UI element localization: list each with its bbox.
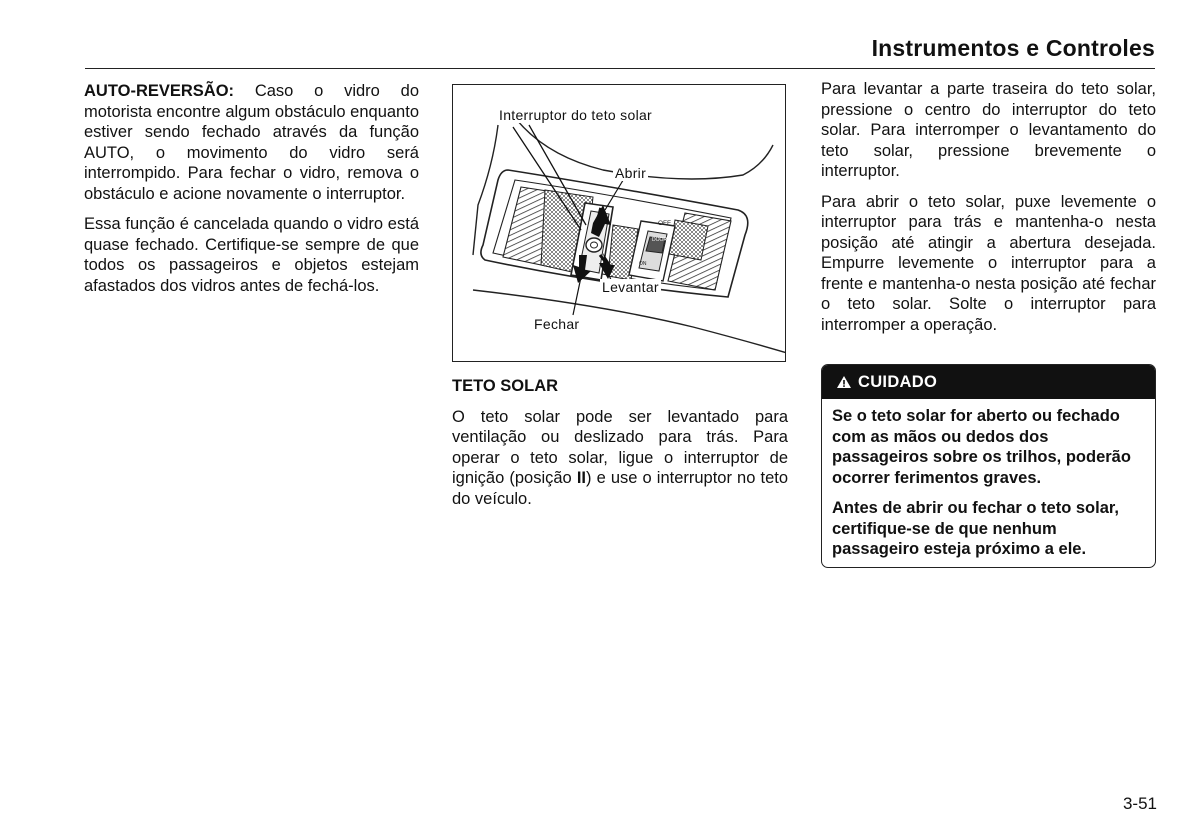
section-heading-sunroof: TETO SOLAR: [452, 377, 559, 395]
caution-header: [822, 365, 1155, 399]
caution-box: [821, 364, 1156, 568]
sunroof-switch-illustration: [452, 84, 786, 362]
left-column: [84, 81, 419, 306]
sunroof-intro-text-1: O teto solar pode ser levantado para ventilação ou deslizado para trás. Para operar o teto solar, ligue o interruptor de ignição (posição: [452, 407, 788, 487]
label-close: Fechar: [534, 316, 580, 332]
auto-reverse-text: Caso o vidro do motorista encontre algum obstáculo enquanto estiver sendo fechado através da função AUTO, o movimento do vidro será interrompido. Para fechar o vidro, remova o obstáculo e acione novamente o interruptor.: [84, 82, 419, 203]
page-number: 3-51: [1122, 794, 1157, 813]
middle-column: [452, 376, 788, 519]
label-lift: Levantar: [602, 279, 659, 295]
ignition-position: II: [576, 469, 586, 487]
overhead-console-drawing: [453, 85, 786, 362]
sunroof-intro-paragraph: [452, 407, 788, 510]
switch-off-mark: OFF: [658, 220, 671, 227]
header-rule: [85, 68, 1155, 69]
auto-reverse-label: AUTO-REVERSÃO:: [84, 82, 235, 100]
auto-reverse-paragraph: [84, 81, 419, 204]
sunroof-intro-text-2: ) e use o interruptor no teto do veículo.: [452, 469, 789, 508]
cancel-function-paragraph: Essa função é cancelada quando o vidro está quase fechado. Certifique-se sempre de que todos os passageiros e objetos estejam afastados dos vidros antes de fechá-los.: [84, 215, 419, 295]
lift-instructions-paragraph: Para levantar a parte traseira do teto solar, pressione o centro do interruptor do teto solar. Para interromper o levantamento do teto solar, pressione brevemente o interruptor.: [821, 80, 1156, 180]
open-instructions-paragraph: Para abrir o teto solar, puxe levemente o interruptor para trás e mantenha-o nesta posição até atingir a abertura desejada. Empurre levemente o interruptor para a frente e mantenha-o nesta posição até fechar o teto solar. Solte o interruptor para interromper a operação.: [821, 192, 1156, 334]
switch-on-mark: ON: [639, 261, 647, 267]
label-sunroof-switch: Interruptor do teto solar: [499, 107, 653, 123]
switch-door-mark: DOOR: [652, 237, 667, 243]
caution-title: CUIDADO: [858, 372, 938, 391]
right-column: [821, 79, 1156, 345]
caution-paragraph-2: Antes de abrir ou fechar o teto solar, certifique-se de que nenhum passageiro esteja próximo a ele.: [832, 499, 1119, 558]
page-header-title: Instrumentos e Controles: [871, 35, 1155, 61]
label-open: Abrir: [615, 165, 647, 181]
caution-paragraph-1: Se o teto solar for aberto ou fechado com as mãos ou dedos dos passageiros sobre os trilhos, poderão ocorrer ferimentos graves.: [832, 407, 1131, 487]
caution-body: [822, 399, 1155, 560]
warning-triangle-icon: [836, 375, 852, 389]
